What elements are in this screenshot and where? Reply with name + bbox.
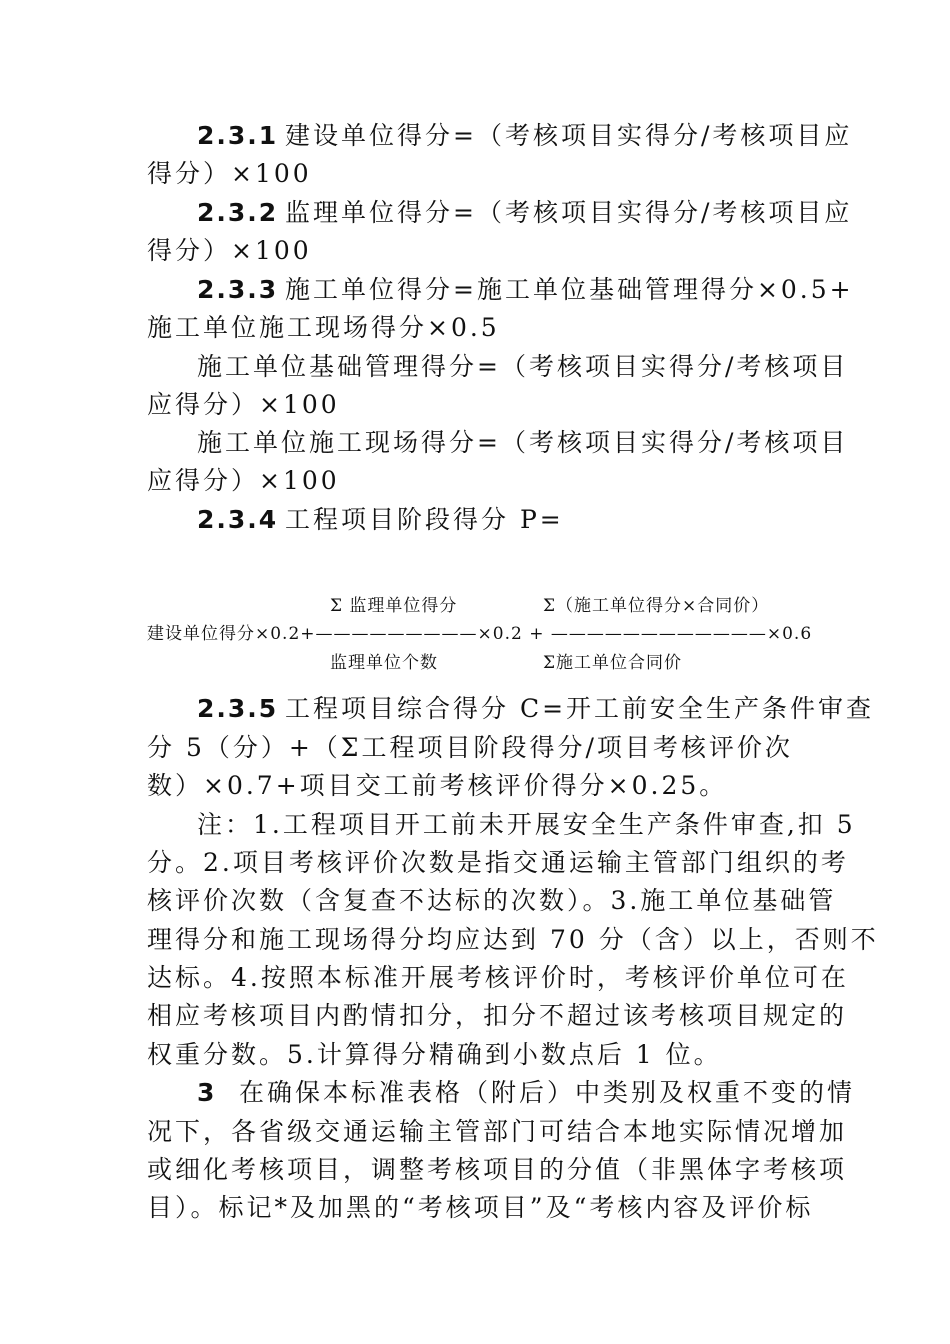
section-2-3-5-line3: 数）×0.7+项目交工前考核评价得分×0.25。 (147, 771, 728, 800)
section-2-3-1-line2: 得分）×100 (147, 159, 312, 188)
section-2-3-2-line2: 得分）×100 (147, 236, 312, 265)
section-text: 监理单位得分=（考核项目实得分/考核项目应 (285, 198, 853, 227)
section-3-line: 况下，各省级交通运输主管部门可结合本地实际情况增加 (147, 1117, 848, 1146)
note-line: 相应考核项目内酌情扣分，扣分不超过该考核项目规定的 (147, 1001, 848, 1030)
section-3-line: 目）。标记*及加黑的“考核项目”及“考核内容及评价标 (147, 1193, 814, 1222)
section-2-3-5-line1 (0, 690, 950, 728)
formula-denominator-supervision: 监理单位个数 (330, 653, 438, 673)
section-3-line1 (0, 1074, 950, 1112)
section-2-3-4 (0, 501, 950, 539)
note-line: 分。2.项目考核评价次数是指交通运输主管部门组织的考 (147, 848, 849, 877)
formula-main-line: 建设单位得分×0.2+—————————×0.2 + ————————————×0.6 (147, 624, 813, 644)
section-number: 3 (197, 1078, 217, 1107)
section-number: 2.3.4 (197, 505, 279, 534)
section-text: 施工单位得分=施工单位基础管理得分×0.5+ (285, 275, 854, 304)
section-number: 2.3.5 (197, 694, 279, 723)
formula-denominator-construction: Σ施工单位合同价 (543, 653, 683, 673)
note-line: 理得分和施工现场得分均应达到 70 分（含）以上，否则不 (147, 925, 879, 954)
section-text: 在确保本标准表格（附后）中类别及权重不变的情 (239, 1078, 856, 1107)
note-line: 达标。4.按照本标准开展考核评价时，考核评价单位可在 (147, 963, 849, 992)
base-management-line2: 应得分）×100 (147, 390, 340, 419)
site-line2: 应得分）×100 (147, 466, 340, 495)
section-text: 建设单位得分=（考核项目实得分/考核项目应 (285, 121, 853, 150)
site-line1: 施工单位施工现场得分=（考核项目实得分/考核项目 (197, 428, 849, 457)
note-line: 核评价次数（含复查不达标的次数）。3.施工单位基础管 (147, 886, 837, 915)
formula-numerator-construction: Σ（施工单位得分×合同价） (543, 596, 770, 616)
section-2-3-2-line1 (0, 194, 950, 232)
note-line: 权重分数。5.计算得分精确到小数点后 1 位。 (147, 1040, 722, 1069)
section-2-3-5-line2: 分 5（分）+（Σ工程项目阶段得分/项目考核评价次 (147, 733, 793, 762)
section-2-3-1-line1 (0, 117, 950, 155)
section-number: 2.3.1 (197, 121, 279, 150)
formula-numerator-supervision: Σ 监理单位得分 (330, 596, 458, 616)
section-2-3-3-line2: 施工单位施工现场得分×0.5 (147, 313, 500, 342)
section-number: 2.3.3 (197, 275, 279, 304)
section-text: 工程项目阶段得分 P= (285, 505, 564, 534)
section-2-3-3-line1 (0, 271, 950, 309)
base-management-line1: 施工单位基础管理得分=（考核项目实得分/考核项目 (197, 352, 849, 381)
note-line: 注：1.工程项目开工前未开展安全生产条件审查,扣 5 (197, 810, 856, 839)
section-number: 2.3.2 (197, 198, 279, 227)
section-text: 工程项目综合得分 C=开工前安全生产条件审查 (285, 694, 875, 723)
section-3-line: 或细化考核项目，调整考核项目的分值（非黑体字考核项 (147, 1155, 848, 1184)
